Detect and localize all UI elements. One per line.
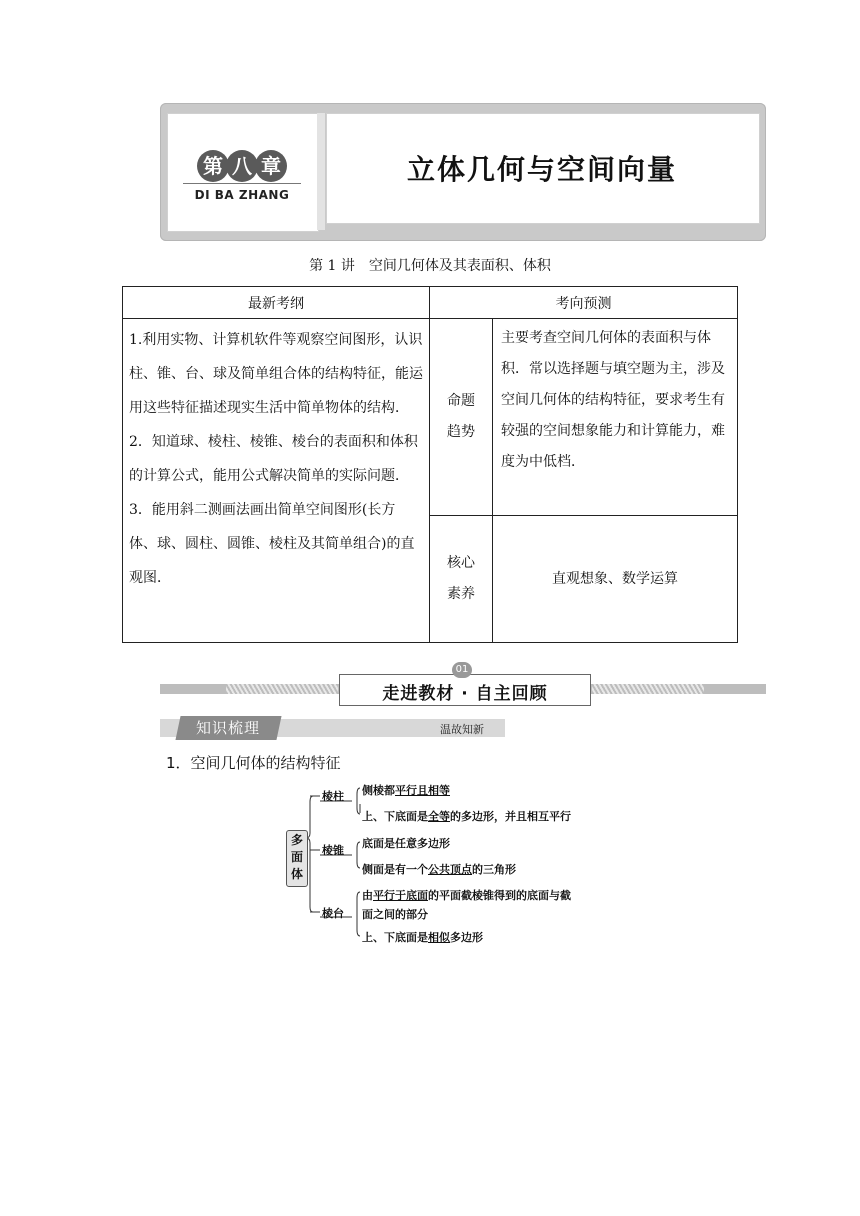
mindmap-branch-pyramid: 棱锥 <box>322 844 344 857</box>
syllabus-item-3: 3．能用斜二测画法画出简单空间图形(长方体、球、圆柱、圆锥、棱柱及其简单组合)的直观图． <box>129 502 415 586</box>
knowledge-tag <box>175 716 281 740</box>
item-text: 多边形 <box>450 931 483 944</box>
chapter-title: 立体几何与空间向量 <box>406 153 677 186</box>
trend-content: 主要考查空间几何体的表面积与体积．常以选择题与填空题为主，涉及空间几何体的结构特征，要求考生有较强的空间想象能力和计算能力，难度为中低档． <box>493 319 738 516</box>
literacy-content: 直观想象、数学运算 <box>493 516 738 643</box>
item-text: 的多边形，并且相互平行 <box>450 810 571 823</box>
knowledge-subtitle: 温故知新 <box>440 723 484 736</box>
mindmap-item <box>362 782 450 798</box>
mindmap-branch-frustum: 棱台 <box>322 907 344 920</box>
row-label-literacy-line1: 核心 <box>447 555 475 571</box>
item-text: 的平面截棱锥得到的底面与截 <box>428 889 571 902</box>
item-key: 平行于底面 <box>373 889 428 902</box>
syllabus-item-2: 2．知道球、棱柱、棱锥、棱台的表面积和体积的计算公式，能用公式解决简单的实际问题． <box>129 434 418 484</box>
row-label-trend-line2: 趋势 <box>447 424 475 440</box>
row-label-trend-line1: 命题 <box>447 393 475 409</box>
item-text: 的三角形 <box>472 863 516 876</box>
item-text: 上、下底面是 <box>362 931 428 944</box>
item-key: 公共顶点 <box>428 863 472 876</box>
mindmap-item <box>362 929 483 945</box>
badge-char-3: 章 <box>255 150 287 182</box>
syllabus-item-1: 1.利用实物、计算机软件等观察空间图形，认识柱、锥、台、球及简单组合体的结构特征，能运用这些特征描述现实生活中简单物体的结构． <box>129 332 423 416</box>
item-text: 侧面是有一个 <box>362 863 428 876</box>
item-key: 相似 <box>428 931 450 944</box>
badge-pinyin: DI BA ZHANG <box>194 188 290 202</box>
item-key: 全等 <box>428 810 450 823</box>
row-label-trend <box>430 319 493 516</box>
syllabus-content <box>123 319 430 643</box>
section-bar-hatch-right <box>592 684 704 694</box>
badge-divider <box>183 183 301 184</box>
item-text: 底面是任意多边形 <box>362 837 450 850</box>
syllabus-table <box>122 286 738 643</box>
mindmap-item <box>362 887 571 903</box>
mindmap-root: 多 面 体 <box>286 830 308 887</box>
row-label-literacy <box>430 516 493 643</box>
item-text: 上、下底面是 <box>362 810 428 823</box>
sub-heading: 1．空间几何体的结构特征 <box>166 754 341 772</box>
row-label-literacy-line2: 素养 <box>447 586 475 602</box>
mindmap-item <box>362 808 571 824</box>
section-title: 走进教材 · 自主回顾 <box>382 684 548 704</box>
badge-char-1: 第 <box>197 150 229 182</box>
lesson-title: 第 1 讲 空间几何体及其表面积、体积 <box>309 258 551 274</box>
item-text: 由 <box>362 889 373 902</box>
mindmap-item <box>362 835 450 851</box>
mindmap-item <box>362 861 516 877</box>
badge-char-2: 八 <box>226 150 258 182</box>
chapter-badge-edge <box>317 113 325 230</box>
item-key: 平行且相等 <box>395 784 450 797</box>
item-text: 侧棱都 <box>362 784 395 797</box>
table-header-left: 最新考纲 <box>123 287 430 319</box>
section-bar-hatch-left <box>226 684 338 694</box>
table-header-right: 考向预测 <box>430 287 738 319</box>
section-number-badge: 01 <box>452 662 472 678</box>
mindmap-item-cont: 面之间的部分 <box>362 908 428 921</box>
mindmap-branch-prism: 棱柱 <box>322 790 344 803</box>
knowledge-tag-label: 知识梳理 <box>196 719 261 737</box>
